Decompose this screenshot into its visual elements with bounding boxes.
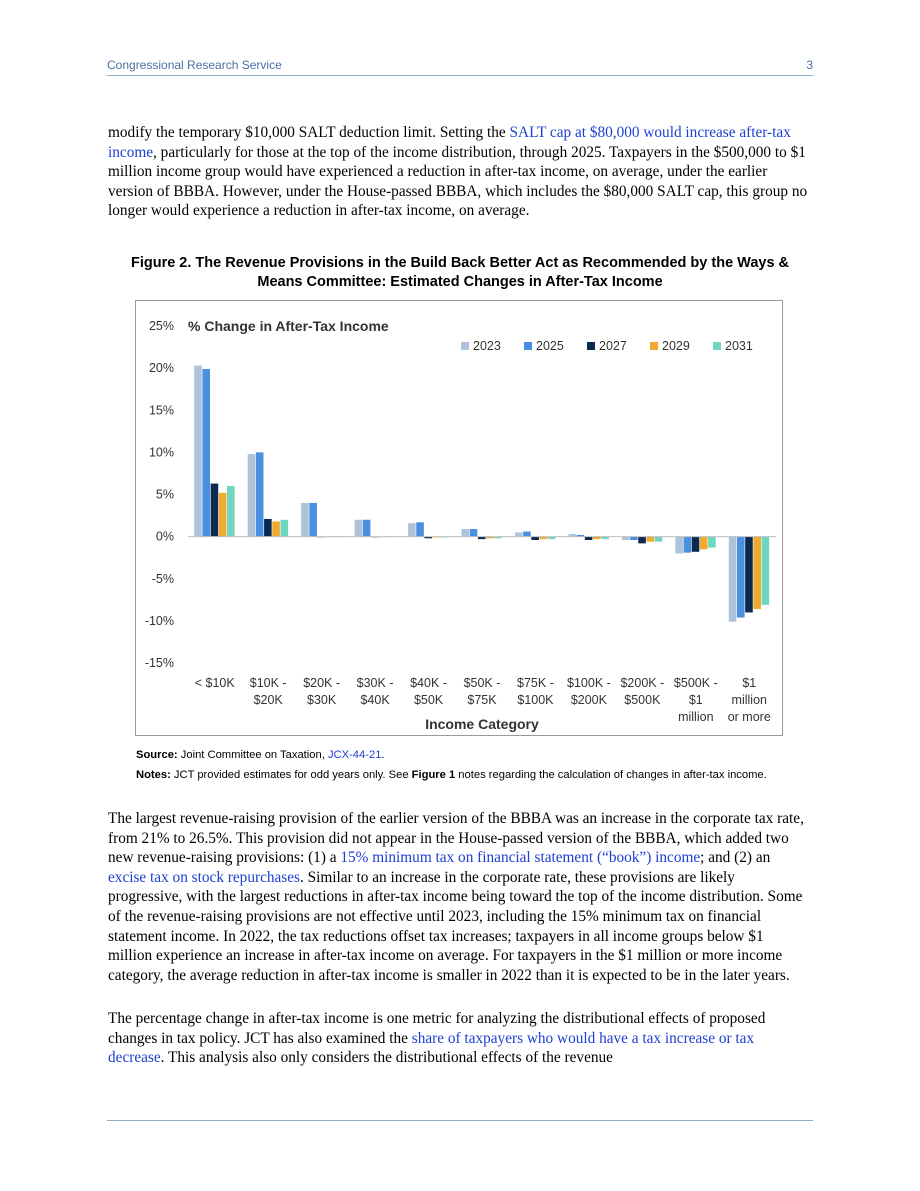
bar-2025-cat-10: [737, 537, 745, 618]
x-tick-label: $75K: [467, 693, 497, 707]
x-tick-label: or more: [727, 710, 771, 724]
paragraph-metrics: [108, 1009, 808, 1068]
legend-label-2029: 2029: [662, 339, 690, 353]
legend-label-2031: 2031: [725, 339, 753, 353]
legend-label-2027: 2027: [599, 339, 627, 353]
bar-2023-cat-6: [515, 532, 523, 536]
y-tick-label: -5%: [151, 571, 174, 586]
bar-2029-cat-9: [700, 537, 708, 550]
y-tick-label: 25%: [148, 319, 174, 333]
header-rule: [107, 75, 813, 76]
x-tick-label: $50K -: [463, 676, 501, 690]
x-tick-label: million: [731, 693, 767, 707]
x-tick-label: $30K: [307, 693, 337, 707]
minimum-tax-link[interactable]: 15% minimum tax on financial statement (“book”) income: [340, 849, 701, 867]
x-tick-label: $75K -: [517, 676, 554, 690]
bar-2025-cat-1: [256, 452, 264, 536]
header-org: Congressional Research Service: [107, 58, 282, 72]
bar-2025-cat-6: [523, 532, 531, 537]
page-number: 3: [806, 58, 813, 72]
bar-2023-cat-0: [194, 366, 202, 537]
salt-cap-link[interactable]: SALT cap at $80,000 would increase after-tax income: [108, 124, 791, 161]
bar-2025-cat-8: [630, 537, 638, 540]
x-axis-title: Income Category: [425, 716, 539, 732]
bar-2023-cat-1: [248, 454, 256, 537]
legend-swatch-2027: [587, 342, 595, 350]
paragraph-revenue: [108, 809, 808, 985]
bar-chart: [136, 301, 782, 735]
share-taxpayers-link[interactable]: share of taxpayers who would have a tax increase or tax decrease: [108, 1029, 755, 1067]
source-label: Source:: [136, 749, 178, 761]
footer-rule: [107, 1120, 813, 1121]
bar-2029-cat-10: [753, 537, 761, 609]
chart-container: [135, 300, 783, 736]
bar-2027-cat-10: [745, 537, 753, 613]
bar-2023-cat-10: [729, 537, 737, 622]
bar-2023-cat-5: [462, 529, 470, 537]
x-tick-label: $40K: [360, 693, 390, 707]
notes-text-2: notes regarding the calculation of changes in after-tax income.: [455, 769, 767, 781]
legend-swatch-2025: [524, 342, 532, 350]
bar-2031-cat-8: [655, 537, 663, 542]
y-tick-label: 5%: [155, 487, 174, 502]
x-tick-label: $30K -: [356, 676, 394, 690]
x-tick-label: < $10K: [194, 676, 235, 690]
notes-text-1: JCT provided estimates for odd years only. See: [170, 769, 412, 781]
x-tick-label: $20K: [253, 693, 283, 707]
x-tick-label: $200K -: [620, 676, 665, 690]
para2-text-3: . Similar to an increase in the corporate rate, these provisions are likely progressive, with the largest reductions in after-tax income being toward the top of the income distribution. Some of the revenue-raising provisions are not effective until 2023, including the 15% minimum tax on financial statement income. In 2022, the tax reductions offset tax increases; taxpayers in all income groups below $1 million experience an increase in after-tax income on average. For taxpayers in the $1 million or more income category, the average reduction in after-tax income is smaller in 2022 than it is expected to be in the later years.: [108, 868, 803, 984]
legend-label-2025: 2025: [536, 339, 564, 353]
x-tick-label: $500K: [624, 693, 661, 707]
bar-2031-cat-9: [708, 537, 716, 548]
excise-tax-link[interactable]: excise tax on stock repurchases: [108, 868, 300, 886]
x-tick-label: $20K -: [303, 676, 341, 690]
bar-2029-cat-0: [219, 493, 227, 537]
legend-swatch-2031: [713, 342, 721, 350]
x-tick-label: $1: [742, 676, 757, 690]
x-tick-label: $1: [688, 693, 703, 707]
x-tick-label: $100K: [517, 693, 554, 707]
y-tick-label: 15%: [148, 403, 174, 418]
page-header: [107, 58, 813, 74]
bar-2027-cat-6: [531, 537, 539, 540]
x-tick-label: $50K: [413, 693, 444, 707]
x-tick-label: million: [678, 710, 714, 724]
para1-text-2: , particularly for those at the top of the income distribution, through 2025. Taxpayers in the $500,000 to $1 million income group would have experienced a reduction in after-tax income, on average, under the earlier version of BBBA. However, under the House-passed BBBA, which includes the $80,000 SALT cap, this group no longer would experience a reduction in after-tax income, on average.: [108, 143, 808, 220]
x-tick-label: $40K -: [410, 676, 447, 690]
y-tick-label: 20%: [148, 361, 174, 376]
bar-2027-cat-8: [638, 537, 646, 544]
notes-label: Notes:: [136, 769, 171, 781]
bar-2025-cat-4: [416, 522, 424, 536]
chart-title: % Change in After-Tax Income: [188, 318, 389, 334]
x-tick-label: $500K -: [673, 676, 718, 690]
y-tick-label: -15%: [144, 656, 174, 670]
para3-text-2: . This analysis also only considers the distributional effects of the revenue: [160, 1049, 613, 1067]
para2-text-2: ; and (2) an: [700, 849, 771, 867]
para1-text-1: modify the temporary $10,000 SALT deduction limit. Setting the: [108, 124, 510, 141]
bar-2031-cat-1: [280, 520, 288, 537]
bar-2025-cat-9: [684, 537, 692, 553]
source-link[interactable]: JCX-44-21: [327, 749, 382, 761]
legend-swatch-2029: [650, 342, 658, 350]
bar-2023-cat-2: [301, 503, 309, 537]
bar-2023-cat-4: [408, 523, 416, 536]
para3-text-1: The percentage change in after-tax income is one metric for analyzing the distributional effects of proposed changes in tax policy. JCT has also examined the: [108, 1010, 766, 1047]
legend-label-2023: 2023: [473, 339, 501, 353]
bar-2031-cat-10: [762, 537, 770, 605]
bar-2025-cat-3: [363, 520, 371, 537]
y-tick-label: -10%: [144, 613, 174, 628]
bar-2025-cat-0: [202, 369, 210, 537]
bar-2027-cat-1: [264, 519, 272, 537]
bar-2025-cat-5: [470, 529, 478, 537]
bar-2029-cat-8: [646, 537, 654, 542]
source-end: .: [381, 749, 385, 761]
bar-2023-cat-3: [355, 520, 363, 537]
bar-2031-cat-0: [227, 486, 235, 537]
figure-source: [136, 748, 806, 763]
notes-figure-ref: Figure 1: [411, 769, 456, 781]
x-tick-label: $10K -: [249, 676, 287, 690]
bar-2023-cat-9: [675, 537, 683, 554]
figure-notes: [136, 768, 806, 783]
y-tick-label: 10%: [148, 445, 174, 460]
legend-swatch-2023: [461, 342, 469, 350]
figure-title: Figure 2. The Revenue Provisions in the Build Back Better Act as Recommended by the Ways & Means Committee: Estimated Changes in After-Tax Income: [130, 255, 790, 290]
x-tick-label: $100K -: [567, 676, 611, 690]
para2-text-1: The largest revenue-raising provision of the earlier version of the BBBA was an increase in the corporate tax rate, from 21% to 26.5%. This provision did not appear in the House-passed version of the BBBA, which added two new revenue-raising provisions: (1) a: [108, 810, 804, 867]
bar-2023-cat-8: [622, 537, 630, 540]
bar-2027-cat-7: [585, 537, 593, 540]
source-text: Joint Committee on Taxation,: [177, 749, 328, 761]
x-tick-label: $200K: [570, 693, 607, 707]
paragraph-salt: [108, 123, 808, 221]
bar-2027-cat-9: [692, 537, 700, 552]
bar-2025-cat-2: [309, 503, 317, 537]
bar-2029-cat-1: [272, 521, 280, 536]
y-tick-label: 0%: [155, 529, 174, 544]
bar-2027-cat-0: [211, 484, 219, 537]
